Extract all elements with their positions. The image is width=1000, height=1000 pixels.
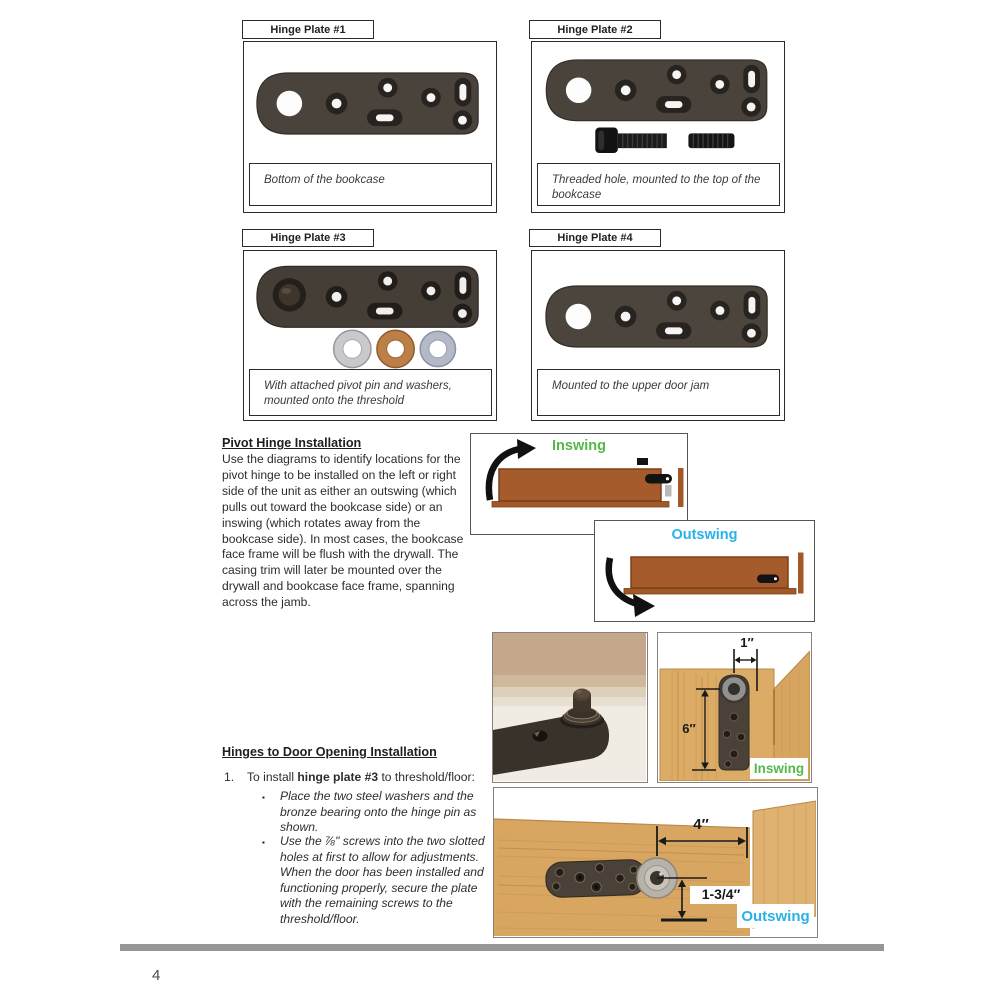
bullet-item-2: Use the ⅞" screws into the two slotted holes at first to allow for adjustments. When the door has been installed and functioning properly, secure the plate with the remaining screws to the threshold/floor. bbox=[280, 834, 485, 926]
step-1-item bbox=[247, 770, 492, 784]
hinge-plate-4-caption: Mounted to the upper door jam bbox=[537, 369, 780, 416]
bookcase-top-view bbox=[499, 469, 661, 501]
hinge-plate-1-image bbox=[252, 69, 488, 138]
step-1-prefix: To install bbox=[247, 770, 298, 784]
dim-6-inch: 6″ bbox=[682, 721, 696, 736]
pivot-hinge-heading: Pivot Hinge Installation bbox=[222, 436, 362, 450]
hinge-plate-2-label-text: Hinge Plate #2 bbox=[557, 23, 633, 36]
step-1-plate-ref: hinge plate #3 bbox=[297, 770, 379, 784]
hinge-closeup-art bbox=[493, 633, 646, 781]
hinge-plate-2-image bbox=[541, 56, 777, 154]
step-1-suffix: to threshold/floor: bbox=[378, 770, 475, 784]
page-number: 4 bbox=[152, 967, 161, 984]
hinge-plate-3-label-text: Hinge Plate #3 bbox=[270, 232, 346, 244]
hinge-closeup-photo bbox=[492, 632, 648, 783]
steel-washer-2-image bbox=[420, 331, 455, 366]
dim-4-inch: 4″ bbox=[693, 816, 709, 833]
door-jamb-strip bbox=[798, 553, 804, 594]
outswing-measurement-diagram bbox=[493, 787, 818, 938]
hinge-plate-2-caption: Threaded hole, mounted to the top of the bookcase bbox=[537, 163, 780, 206]
inswing-label: Inswing bbox=[552, 438, 606, 454]
pivot-pin-image bbox=[273, 278, 306, 311]
hinge-plate-3-photo bbox=[243, 250, 497, 421]
hinge-plate-2-photo bbox=[531, 41, 785, 213]
set-screw-image bbox=[688, 133, 734, 148]
hinge-plate-4-photo bbox=[531, 250, 785, 421]
inswing-measurement-diagram bbox=[657, 632, 812, 783]
bullet-2-marker: ▪ bbox=[262, 838, 265, 847]
hinge-plate-3-caption: With attached pivot pin and washers, mounted onto the threshold bbox=[249, 369, 492, 416]
bullet-1-marker: ▪ bbox=[262, 793, 265, 802]
inswing-measure-label: Inswing bbox=[750, 758, 808, 779]
hinge-plate-3-image bbox=[252, 262, 488, 369]
outswing-measure-label: Outswing bbox=[737, 904, 814, 928]
cap-screw-image bbox=[595, 128, 667, 153]
door-jamb-strip bbox=[678, 468, 684, 507]
hinge-plate-4-label bbox=[529, 229, 661, 247]
outswing-diagram bbox=[594, 520, 815, 622]
hinge-plate-mounted bbox=[545, 859, 646, 897]
hinge-plate-4-image bbox=[541, 282, 777, 351]
hinge-plate-3-label bbox=[242, 229, 374, 247]
dim-1-inch: 1″ bbox=[740, 635, 754, 650]
bullet-item-1: Place the two steel washers and the bronze bearing onto the hinge pin as shown. bbox=[280, 789, 477, 834]
hinge-plate-1-label bbox=[242, 20, 374, 39]
hinge-plate-1-caption: Bottom of the bookcase bbox=[249, 163, 492, 206]
dim-1-3-4-inch: 1-3/4″ bbox=[690, 886, 752, 904]
bronze-bearing-image bbox=[377, 330, 414, 367]
outswing-label: Outswing bbox=[671, 527, 738, 543]
hinge-plate-1-photo bbox=[243, 41, 497, 213]
bookcase-top-view bbox=[631, 557, 788, 588]
steel-washer-image bbox=[334, 330, 371, 367]
hinge-plate-2-label bbox=[529, 20, 661, 39]
hinge-plate-1-label-text: Hinge Plate #1 bbox=[270, 23, 346, 36]
hinge-plate-4-label-text: Hinge Plate #4 bbox=[557, 232, 633, 244]
step-1-number: 1. bbox=[224, 770, 235, 784]
footer-bar bbox=[120, 944, 884, 951]
pivot-hinge-body: Use the diagrams to identify locations for the pivot hinge to be installed on the left or right side of the unit as either an outswing (which pulls out toward the bookcase side) or an inswing (which rotates away from the bookcase side). In most cases, the bookcase face frame will be flush with the drywall. The casing trim will later be mounted over the drywall and bookcase face frame, spanning across the jamb. bbox=[222, 452, 464, 610]
hinges-heading: Hinges to Door Opening Installation bbox=[222, 745, 437, 759]
pivot-pin-closeup bbox=[573, 689, 591, 713]
